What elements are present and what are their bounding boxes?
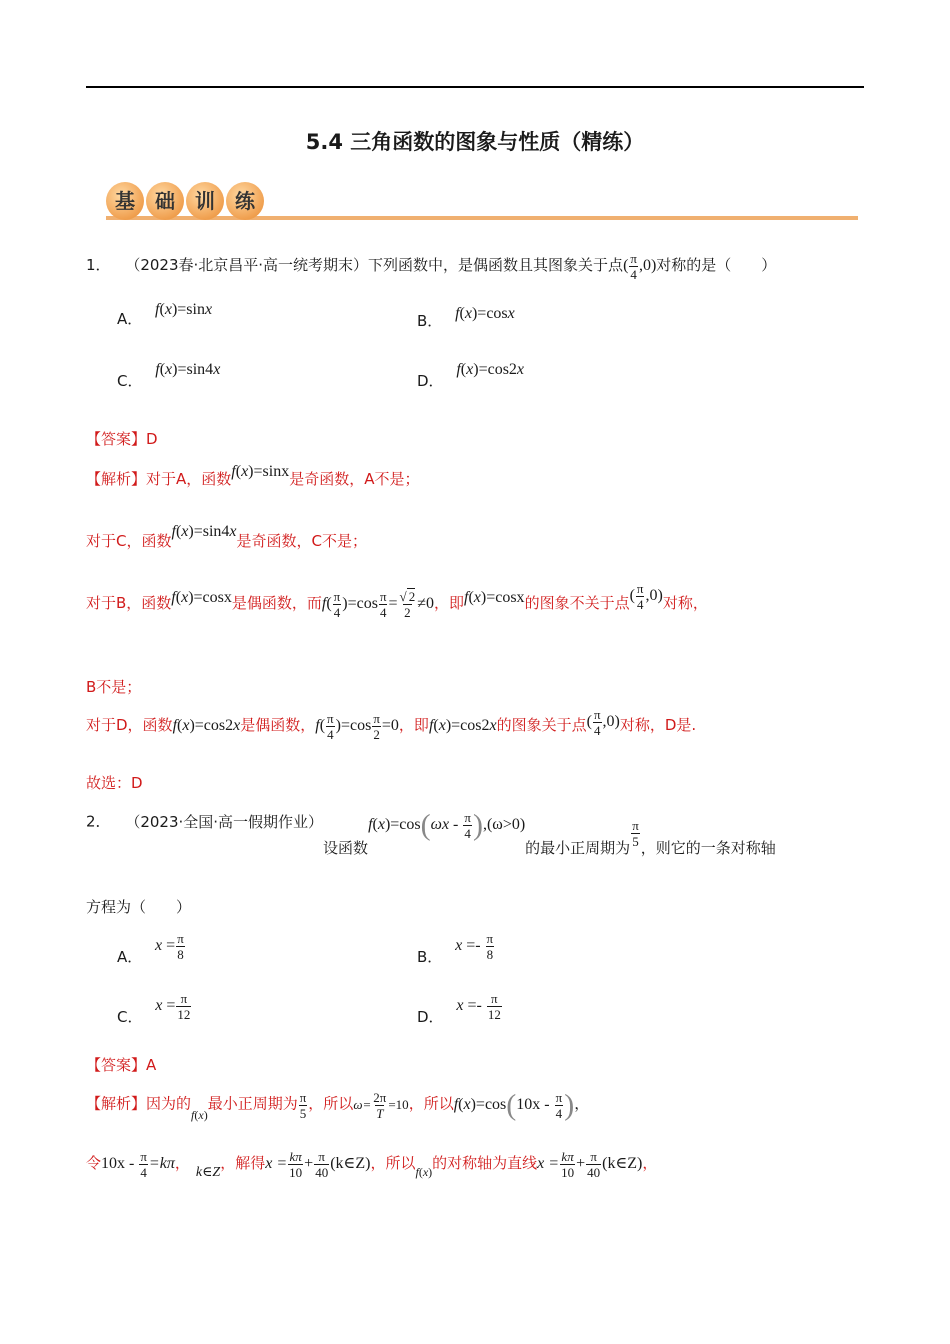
q2-stem-tail: 方程为（ ） [86, 898, 192, 916]
banner-chip: 训 [186, 182, 224, 220]
banner-chip: 练 [226, 182, 264, 220]
header-rule [86, 86, 864, 88]
q1-option-d[interactable]: D． f(x)=cos2x [417, 361, 525, 390]
q1-source: （2023春·北京昌平·高一统考期末） [125, 256, 369, 275]
q1-analysis-c: 对于C，函数f(x)=sin4x是奇函数，C不是； [86, 523, 367, 550]
q1-option-c[interactable]: C． f(x)=sin4x [117, 361, 221, 390]
page-title: 5.4 三角函数的图象与性质（精练） [305, 130, 645, 154]
q1-analysis-b: 对于B，函数f(x)=cosx是偶函数，而f( $\frac{\pi}{4}$ )=cos $\frac{\pi}{4}$ = $\frac{√ 2}{2}$ ≠0，即f(x)=cosx的图象不关于点( $\frac{\pi}{4}$ ,0)对称， [86, 581, 708, 620]
q1-stem-tail: 对称的是（ ） [656, 256, 777, 275]
q2-option-b[interactable]: B． x =- $\frac{\pi}{8}$ [417, 931, 494, 967]
q2-option-d[interactable]: D． x =- $\frac{\pi}{12}$ [417, 991, 501, 1027]
q1-analysis-d: 对于D，函数f(x)=cos2x是偶函数，f( $\frac{\pi}{4}$ )=cos $\frac{\pi}{2}$ =0，即f(x)=cos2x的图象关于点( $\frac{\pi}{4}$ ,0)对称，D是. [86, 707, 697, 742]
q1-option-b[interactable]: B． f(x)=cosx [417, 305, 515, 330]
q2-option-c[interactable]: C． x = $\frac{\pi}{12}$ [117, 991, 191, 1027]
q2-analysis-1: 【解析】因为的$_{f(x)}$最小正周期为 $\frac{\pi}{5}$ ，所以ω= $\frac{2\pi}{T}$ =10，所以f(x)=cos(10x - $\frac{\pi}{4}$ )， [86, 1088, 590, 1122]
banner-underline [106, 216, 858, 220]
q1-number: 1． [86, 256, 111, 275]
q1-point: ( $\frac{\pi}{4}$ ,0) [623, 251, 657, 282]
q2-stem: 2． （2023·全国·高一假期作业）设函数f(x)=cos(ωx - $\frac{\pi}{4}$ ),(ω>0)的最小正周期为 $\frac{\pi}{5}$ ，则它的一条对称轴 [86, 808, 776, 857]
q1-stem [86, 252, 776, 281]
q1-analysis-b2: B不是； [86, 678, 142, 696]
q2-option-a[interactable]: A． x = $\frac{\pi}{8}$ [117, 931, 184, 967]
q1-option-a[interactable]: A． f(x)=sinx [117, 301, 213, 328]
q1-analysis-a: 【解析】对于A，函数f(x)=sinx是奇函数，A不是； [86, 463, 420, 488]
banner-chip: 础 [146, 182, 184, 220]
q1-conclusion: 故选：D [86, 774, 143, 792]
q2-analysis-2: 令10x - $\frac{\pi}{4}$ =kπ，k∈Z，解得x = $\frac{k\pi}{10}$ + $\frac{\pi}{40}$ (k∈Z)，所以$_{f(x)}$的对称轴为直线x = $\frac{k\pi}{10}$ + $\frac{\pi}{40}$ (k∈Z)， [86, 1149, 658, 1181]
q1-answer: 【答案】D [86, 430, 158, 448]
q1-stem-text: 下列函数中，是偶函数且其图象关于点 [368, 256, 624, 275]
q2-answer: 【答案】A [86, 1056, 157, 1074]
banner-chip: 基 [106, 182, 144, 220]
